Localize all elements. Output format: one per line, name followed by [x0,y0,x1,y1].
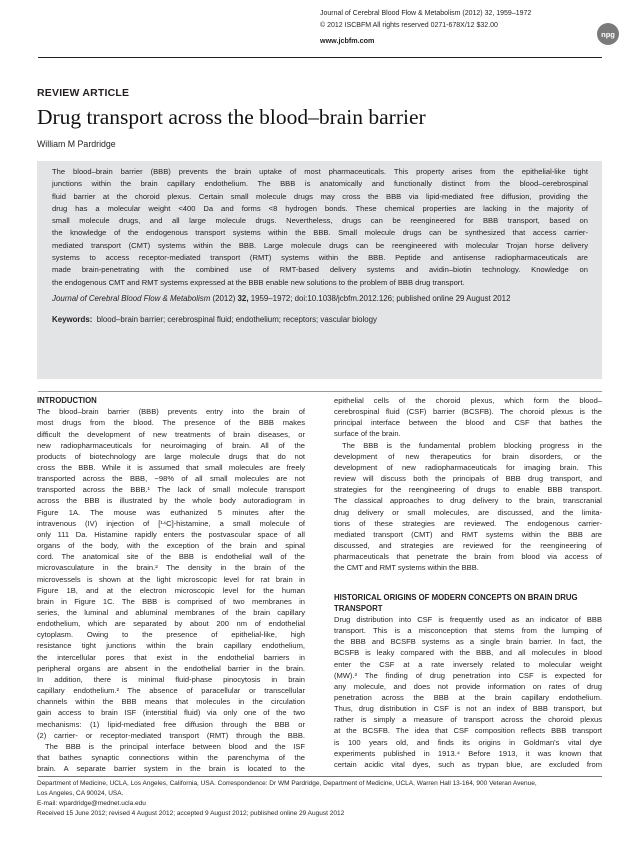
body-line: any molecule, and does not provide information on rates of drug [334,681,602,691]
abstract-line: the knowledge of the endogenous transport systems within the BBB. Small molecule drugs can be synthesized that access carrier- [52,228,588,238]
footer-line[interactable]: E-mail: wpardridge@mednet.ucla.edu [37,800,146,807]
body-line: cytoplasm. Owing to the presence of epithelial-like, high [37,630,305,640]
abstract-box [37,161,602,379]
body-line: mechanisms: (1) lipid-mediated free diffusion through the BBB or [37,719,305,729]
abstract-line: junctions within the brain capillary endothelium. The BBB is anatomically and functionally distinct from the blood–cerebrospinal [52,179,588,189]
introduction-heading: INTRODUCTION [37,396,97,405]
citation-year: (2012) [212,294,236,303]
body-line: series, the luminal and abluminal membranes of the brain capillary [37,608,305,618]
body-line: transported across the BBB.¹ The lack of small molecule transport [37,485,305,495]
body-line: is 100 years old, and finds its origins in Goldman's vital dye [334,737,602,747]
body-line: rather is simply a measure of transport across the choroid plexus [334,715,602,725]
body-line: the intercellular pores that exist in the endothelial barriers in [37,652,305,662]
body-line: the BBB and BCSFB systems as a single brain barrier. In fact, the [334,637,602,647]
body-line: channels within the BBB means that molecules in the circulation [37,697,305,707]
abstract-text [52,166,588,289]
body-line: endothelium, which are separated by about 200 nm of endothelial [37,619,305,629]
footer-rule [38,776,602,777]
body-line: intravenous (IV) injection of [¹⁴C]-histamine, a small molecule of [37,518,305,528]
article-type: REVIEW ARTICLE [37,87,130,99]
body-line: cerebrospinal fluid (CSF) barrier (BCSFB). The choroid plexus is the [334,407,602,417]
article-title: Drug transport across the blood–brain barrier [37,105,426,129]
body-line: (2) carrier- or receptor-mediated transport (RMT) through the BBB. [37,730,305,740]
body-line: drug delivery or small molecules, are discussed, and the limita- [334,507,602,517]
citation-journal: Journal of Cerebral Blood Flow & Metabolism [52,294,211,303]
body-line: discussed, and strategies are reviewed for the reengineering of [334,541,602,551]
body-line: Figure 1A. The mouse was euthanized 5 minutes after the [37,507,305,517]
left-column [37,395,305,774]
body-line: mediated transport (CMT) and RMT systems within the BBB are [334,529,602,539]
section-heading-line: HISTORICAL ORIGINS OF MODERN CONCEPTS ON BRAIN DRUG [334,592,578,602]
body-line: microvasculature in the brain.² The density in the brain of the [37,563,305,573]
body-line: cross the BBB. While it is assumed that small molecules are freely [37,462,305,472]
body-line: review will discuss both the principals of BBB drug transport, and [334,474,602,484]
body-line: development of new radiopharmaceuticals for imaging brain. This [334,462,602,472]
body-line: organs of the body, with the exception of the brain and spinal [37,541,305,551]
body-line: transported across the BBB, ~98% of all small molecules are not [37,474,305,484]
body-line: The BBB is the principal interface between blood and the ISF [45,741,305,751]
body-line: most drugs from the blood. The presence of the BBB makes [37,418,305,428]
body-line: microvessels is shown at the light microscopic level for rat brain in [37,574,305,584]
body-line: tions of these strategies are reviewed. The endogenous carrier- [334,518,602,528]
abstract-line: small molecule drugs, and all large molecule drugs. Nevertheless, drugs can be reengineered for BBB transport, based on [52,216,588,226]
footer-line: Department of Medicine, UCLA, Los Angeles, California, USA. Correspondence: Dr WM Pardridge, Department of Medicine, UCLA, Warren Hall 13-164, 900 Veteran Avenue, [37,780,537,787]
body-line: BCSFB is leaky compared with the BBB, and all molecules in blood [334,648,602,658]
intro-continued-body [334,395,602,574]
abstract-line: systems to access receptor-mediated transport (RMT) systems within the BBB. Peptide and antisense radiopharmaceuticals are [52,253,588,263]
body-line: cord. The anatomical site of the BBB is endothelial wall of the [37,552,305,562]
footer-line: Received 15 June 2012; revised 4 August 2012; accepted 9 August 2012; published online 29 August 2012 [37,810,345,817]
body-line: surface of the brain. [334,429,401,439]
body-line: experiments published in 1913.⁴ Before 1913, it was known that [334,748,602,758]
abstract-line: made brain-penetrating with the combined use of RMT-based delivery systems and avidin–biotin technology. Knowledge on [52,265,588,275]
abstract-line: mediated transport (CMT) systems within the BBB. Large molecule drugs can be reengineered with molecular Trojan horse delivery [52,240,588,250]
body-line: strategies for the reengineering of drugs to enable BBB transport. [334,485,602,495]
body-line: capillary endothelium.² The absence of paracellular or transcellular [37,686,305,696]
body-line: new radiopharmaceuticals for neuroimaging of brain. All of the [37,440,305,450]
keywords-list: blood–brain barrier; cerebrospinal fluid; endothelium; receptors; vascular biology [96,315,378,324]
abstract-line: drug has a molecular weight <400 Da and forms <8 hydrogen bonds. These chemical properties are lacking in the majority of [52,203,588,213]
body-line: The BBB is the fundamental problem blocking progress in the [342,440,602,450]
body-line: Figure 1B, and at the electron microscopic level for the human [37,585,305,595]
footer-line: Los Angeles, CA 90024, USA. [37,790,124,797]
body-line: certain acidic vital dyes, such as trypan blue, are excluded from [334,759,602,769]
body-line: penetration across the BBB at the brain capillary endothelium. [334,693,602,702]
body-line: across the BBB is illustrated by the whole body autoradiogram in [37,496,305,506]
historical-origins-heading [334,592,602,614]
body-line: The blood–brain barrier (BBB) prevents entry into the brain of [37,407,305,417]
body-line: resistance tight junctions within the brain capillary endothelium, [37,641,305,651]
introduction-body [37,406,305,774]
keywords [52,315,377,324]
right-column [334,395,602,770]
body-line: at the BCSFB. The idea that CSF composition reflects BBB transport [334,726,602,736]
npg-logo: npg [597,23,619,45]
abstract-citation [52,294,510,303]
body-line: enter the CSF at a rate inversely related to molecular weight [334,659,602,669]
body-line: products of biotechnology are large molecule drugs that do not [37,451,305,461]
author-name: William M Pardridge [37,139,116,149]
body-line: epithelial cells of the choroid plexus, which form the blood– [334,396,602,405]
body-line: the CMT and RMT systems within the BBB. [334,563,479,573]
body-line: difficult the development of new treatments of brain diseases, or [37,429,305,439]
body-line: brain in Figure 1C. The BBB is comprised of two membranes in [37,596,305,606]
citation-volume: 32, [237,294,249,303]
journal-url[interactable]: www.jcbfm.com [320,36,375,45]
body-line: development of new therapeutics for brain disorders, or the [334,451,602,461]
header-rule [38,57,602,58]
body-line: that bathes synaptic connections within the parenchyma of the [37,753,305,763]
keywords-label: Keywords: [52,315,93,324]
abstract-line: the endogenous CMT and RMT systems expressed at the BBB enable new solutions to the problem of BBB drug transport. [52,277,465,287]
abstract-line: fluid barrier at the choroid plexus. Certain small molecule drugs may cross the BBB via lipid-mediated free diffusion, providing the [52,191,588,201]
body-line: brain. A separate barrier system in the brain is located to the [37,764,305,774]
citation-rest: 1959–1972; doi:10.1038/jcbfm.2012.126; published online 29 August 2012 [250,294,511,303]
body-line: The classical approaches to drug delivery to the brain, transcranial [334,496,602,506]
body-line: principal interface between the blood and CSF that bathes the [334,418,602,428]
body-line: (MW).³ The finding of drug penetration into CSF is expected for [334,670,602,680]
historical-origins-body [334,614,602,770]
body-line: peripheral organs are absent in the endothelial barrier in the brain. [37,663,305,673]
abstract-line: The blood–brain barrier (BBB) prevents the brain uptake of most pharmaceuticals. This property arises from the epithelial-like tight [52,167,588,176]
journal-citation: Journal of Cerebral Blood Flow & Metabolism (2012) 32, 1959–1972 [320,10,532,17]
section-heading-line: TRANSPORT [334,603,383,613]
copyright-line: © 2012 ISCBFM All rights reserved 0271-678X/12 $32.00 [320,22,498,29]
body-line: Thus, drug distribution in CSF is not an index of BBB transport, but [334,704,602,714]
body-line: gain access to brain ISF (interstitial fluid) via only one of the two [37,708,305,718]
body-line: In addition, there is minimal fluid-phase pinocytosis in brain [37,674,305,684]
footer-notes [37,779,537,819]
body-line: transport. This is a misconception that stems from the lumping of [334,626,602,636]
body-line: Drug distribution into CSF is frequently used as an indicator of BBB [334,614,602,624]
body-line: only 111 Da. Histamine rapidly enters the postvascular space of all [37,529,305,539]
body-line: pharmaceuticals that penetrate the brain from blood via access of [334,552,602,562]
abstract-rule [38,391,602,392]
